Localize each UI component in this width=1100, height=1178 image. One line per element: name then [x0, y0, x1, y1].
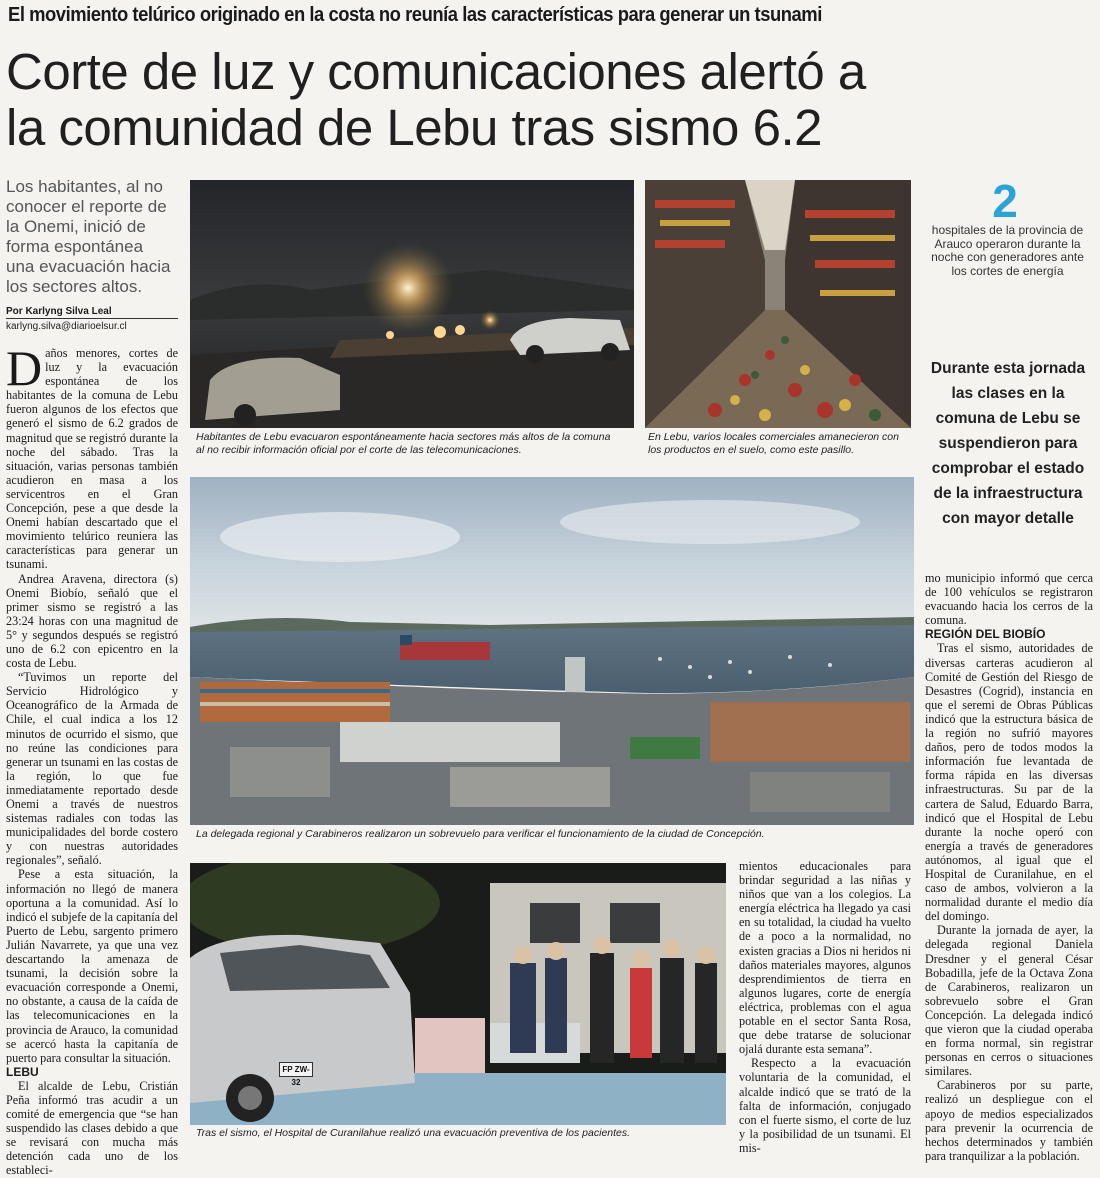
stat-text: hospitales de la provincia de Arauco operaron durante la noche con generadores ante los cortes de energía — [931, 223, 1084, 278]
article-column-right — [925, 571, 1093, 1163]
caption-photo-1: Habitantes de Lebu evacuaron espontáneamente hacia sectores más altos de la comuna al no recibir información oficial por el corte de las telecomunicaciones. — [196, 431, 611, 456]
paragraph: Pese a esta situación, la información no llegó de manera oportuna a la comunidad. Así lo indicó el subjefe de la capitanía del Puerto de Lebu, sargento primero Julián Navarrete, ya que una vez descartando la amenaza de tsunami, la decisión sobre la evacuación corresponde a Onemi, no obstante, a causa de la caída de las telecomunicaciones en la provincia de Arauco, la comunidad se acercó hasta la capitanía de puerto para consultar la situación. — [6, 867, 178, 1065]
subheading-biobio: REGIÓN DEL BIOBÍO — [925, 627, 1046, 642]
photo-aerial-port — [190, 477, 914, 825]
paragraph: “Tuvimos un reporte del Servicio Hidrológico y Oceanográfico de la Armada de Chile, el cual indica a los 12 minutos de ocurrido el sismo, que no reúne las condiciones para generar un tsunami en las costas de la región, lo que fue inmediatamente reportado desde Onemi a través de nuestros sistemas radiales con todas las municipalidades del borde costero y con nuestras autoridades regionales”, señaló. — [6, 670, 178, 868]
paragraph: mo municipio informó que cerca de 100 vehículos se registraron evacuando hacia los cerros de la comuna. — [925, 571, 1093, 628]
photo-supermarket-aisle — [645, 180, 911, 428]
headline — [6, 44, 1096, 156]
byline: Por Karlyng Silva Leal — [6, 306, 178, 319]
kicker: El movimiento telúrico originado en la costa no reunía las características para generar un tsunami — [8, 4, 822, 26]
headline-line-1: Corte de luz y comunicaciones alertó a — [6, 43, 866, 100]
caption-photo-2: En Lebu, varios locales comerciales amanecieron con los productos en el suelo, como este pasillo. — [648, 431, 899, 456]
paragraph: Respecto a la evacuación voluntaria de la comunidad, el alcalde indicó que se trató de la falta de información, conjugado con el fuerte sismo, el corte de luz y la posibilidad de un tsunami. El mis- — [739, 1056, 911, 1155]
paragraph: mientos educacionales para brindar seguridad a las niñas y niños que van a los colegios. La energía eléctrica ha llegado ya casi en su totalidad, la ciudad ha vuelto de a poco a la normalidad, no existen gracias a Dios ni heridos ni daños materiales mayores, algunos desprendimientos de tierra en algunos lugares, corte de energía eléctrica, problemas con el agua potable en el sector Santa Rosa, que debe tratarse de solucionar ojalá durante esta semana”. — [739, 859, 911, 1057]
paragraph: Carabineros por su parte, realizó un despliegue con el apoyo de medios especializados para prevenir la ocurrencia de hechos determinados y también para tranquilizar a la población. — [925, 1078, 1093, 1163]
article-column-middle — [739, 859, 911, 1155]
paragraph: El alcalde de Lebu, Cristián Peña informó tras acudir a un comité de emergencia que “se han suspendido las clases debido a que se revisará con mucha más detención cada uno de los estableci- — [6, 1078, 178, 1178]
author-email[interactable]: karlyng.silva@diarioelsur.cl — [6, 321, 127, 332]
paragraph: Tras el sismo, autoridades de diversas carteras acudieron al Comité de Gestión del Riesgo de Desastres (Cogrid), instancia en que el seremi de Obras Públicas indicó que la estructura básica de la región no sufrió mayores daños, pero de todos modos la información fue levantada de forma rápida en las diversas infraestructuras. Su par de la cartera de Salud, Eduardo Barra, indicó que el Hospital de Lebu durante la noche operó con energía a través de generadores autónomos, al igual que el Hospital de Curanilahue, en el caso de ambos, volvieron a la normalidad durante el medio día del domingo. — [925, 641, 1093, 924]
paragraph: Andrea Aravena, directora (s) Onemi Biobío, señaló que el primer sismo se registró a las 23:24 horas con una magnitud de 5° y segundos después se registró uno de 6.2 con epicentro en la costa de Lebu. — [6, 571, 178, 671]
caption-photo-4: Tras el sismo, el Hospital de Curanilahue realizó una evacuación preventiva de los pacientes. — [196, 1127, 631, 1139]
pull-quote: Durante esta jornada las clases en la comuna de Lebu se suspendieron para comprobar el estado de la infraestructura con mayor detalle — [930, 360, 1086, 527]
photo-hospital-evacuation — [190, 863, 726, 1125]
paragraph: Daños menores, cortes de luz y la evacuación espontánea de los habitantes de la comuna de Lebu fueron algunos de los efectos que generó el sismo de 6.2 grados de magnitud que se registró durante la noche del sábado. Tras la situación, varias personas también acudieron en masa a los servicentros en el Gran Concepción, pese a que desde la Onemi habían descartado que el movimiento telúrico reuniera las características para generar un tsunami. — [6, 340, 178, 572]
paragraph: Durante la jornada de ayer, la delegada regional Daniela Dresdner y el general César Bobadilla, jefe de la Octava Zona de Carabineros, realizaron un sobrevuelo sobre el Gran Concepción. La delegada indicó que vieron que la ciudad operaba en forma normal, sin registrar personas en cerros o situaciones similares. — [925, 923, 1093, 1079]
dropcap: D — [6, 340, 43, 396]
article-column-left — [6, 340, 178, 1178]
stat-number: 2 — [992, 175, 1018, 227]
photo-night-evacuation — [190, 180, 634, 428]
license-plate: FP ZW-32 — [279, 1062, 313, 1077]
caption-photo-3: La delegada regional y Carabineros realizaron un sobrevuelo para verificar el funcionamiento de la ciudad de Concepción. — [196, 828, 765, 840]
headline-line-2: la comunidad de Lebu tras sismo 6.2 — [6, 99, 822, 156]
lede: Los habitantes, al no conocer el reporte de la Onemi, inició de forma espontánea una evacuación hacia los sectores altos. — [6, 177, 171, 296]
subheading-lebu: LEBU — [6, 1064, 39, 1079]
